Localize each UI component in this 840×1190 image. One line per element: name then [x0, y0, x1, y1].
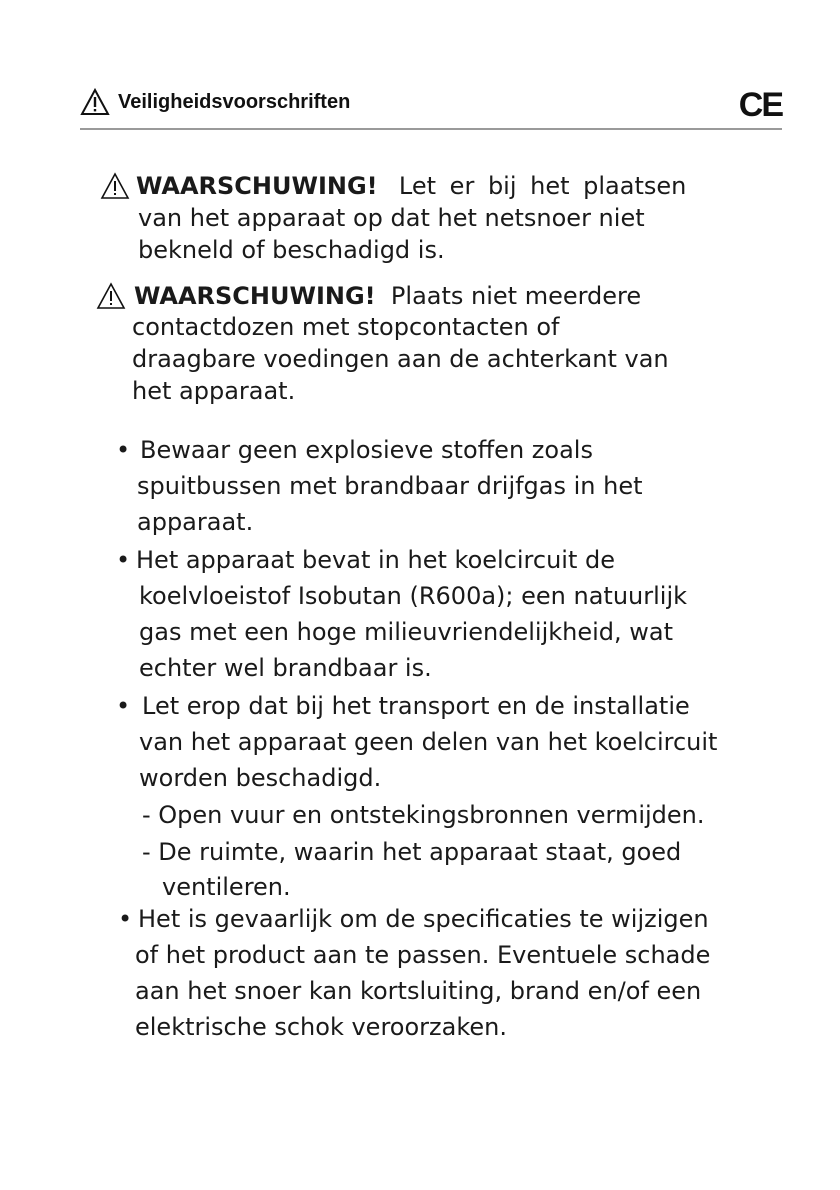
list-item-text: gas met een hoge milieuvriendelijkheid, wat — [139, 618, 674, 646]
warning-triangle-icon — [96, 282, 126, 310]
list-item-text: Bewaar geen explosieve stoffen zoals — [140, 436, 593, 464]
warning-label: WAARSCHUWING! — [134, 282, 376, 310]
warning-line — [136, 172, 686, 200]
list-item-text: worden beschadigd. — [139, 764, 382, 792]
list-item-text: Het apparaat bevat in het koelcircuit de — [136, 546, 616, 574]
warning-text: draagbare voedingen aan de achterkant van — [132, 345, 669, 373]
warning-text: Plaats niet meerdere — [390, 282, 642, 310]
list-item-text: elektrische schok veroorzaken. — [135, 1013, 507, 1041]
warning-text: bekneld of beschadigd is. — [138, 236, 445, 264]
list-item-text: of het product aan te passen. Eventuele schade — [135, 941, 711, 969]
bullet-glyph: • — [116, 692, 131, 720]
warning-text: het apparaat. — [132, 377, 296, 405]
page-header — [80, 86, 782, 124]
bullet-glyph: • — [118, 905, 133, 933]
warning-triangle-icon — [80, 88, 110, 116]
warning-line — [134, 282, 641, 310]
warning-label: WAARSCHUWING! — [136, 172, 378, 200]
header-divider — [80, 128, 782, 130]
list-item-text: apparaat. — [137, 508, 254, 536]
list-item-text: van het apparaat geen delen van het koelcircuit — [139, 728, 718, 756]
list-item-text: Let erop dat bij het transport en de installatie — [142, 692, 690, 720]
warning-text: Let er bij het plaatsen — [398, 172, 687, 200]
list-item-text: echter wel brandbaar is. — [139, 654, 432, 682]
list-item-text: aan het snoer kan kortsluiting, brand en/of een — [135, 977, 702, 1005]
sub-item-text: - De ruimte, waarin het apparaat staat, goed — [142, 838, 682, 866]
warning-triangle-icon — [100, 172, 130, 200]
warning-text: van het apparaat op dat het netsnoer niet — [138, 204, 645, 232]
list-item-text: Het is gevaarlijk om de specificaties te wijzigen — [138, 905, 709, 933]
bullet-glyph: • — [116, 436, 131, 464]
sub-item-text: - Open vuur en ontstekingsbronnen vermijden. — [142, 801, 705, 829]
bullet-glyph: • — [116, 546, 131, 574]
ce-mark: CE — [738, 86, 782, 124]
page-title: Veiligheidsvoorschriften — [118, 91, 351, 113]
list-item-text: koelvloeistof Isobutan (R600a); een natuurlijk — [139, 582, 688, 610]
sub-item-text: ventileren. — [162, 873, 291, 901]
warning-text: contactdozen met stopcontacten of — [132, 313, 560, 341]
list-item-text: spuitbussen met brandbaar drijfgas in het — [137, 472, 643, 500]
